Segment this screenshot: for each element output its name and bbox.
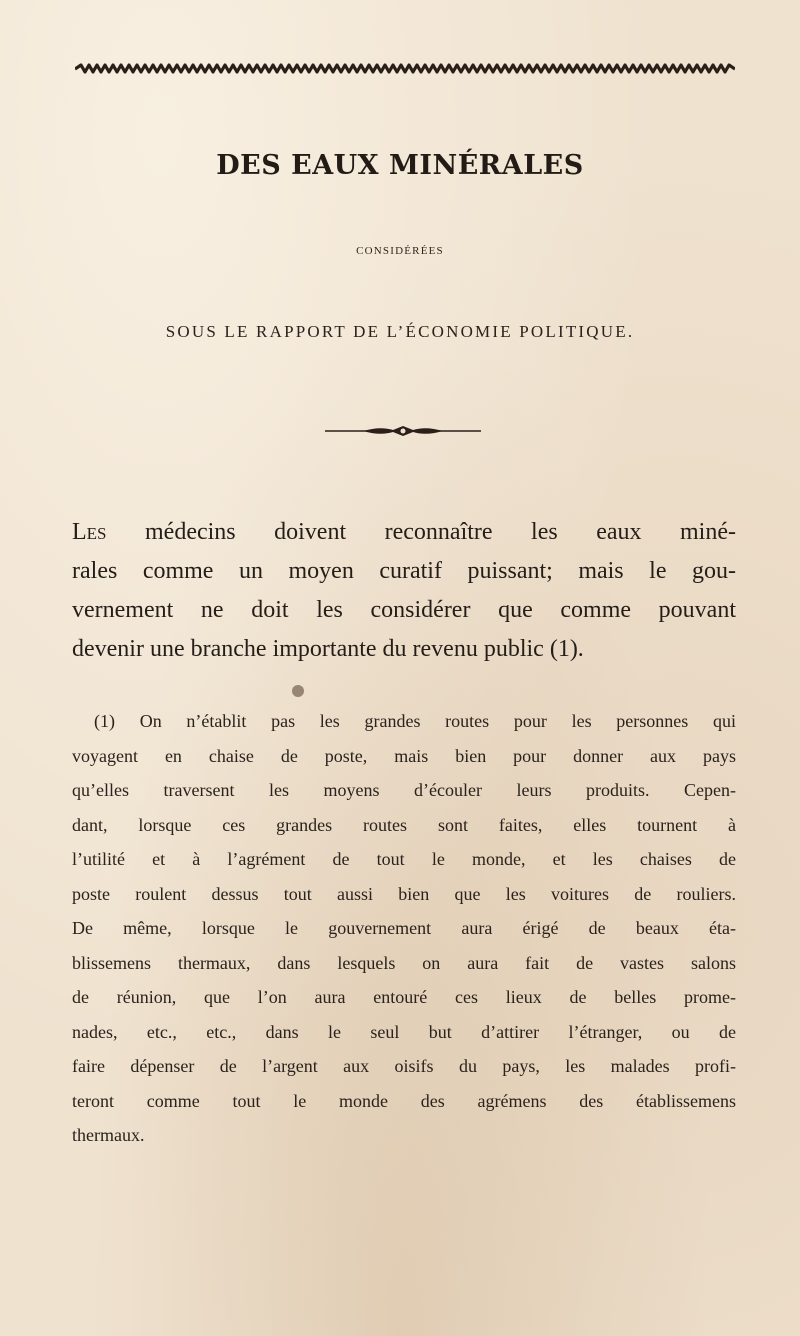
subtitle-considerees: CONSIDÉRÉES — [356, 245, 444, 257]
main-line: rales comme un moyen curatif puissant; mais le gou- — [72, 558, 736, 584]
footnote-line: qu’elles traversent les moyens d’écouler leurs produits. Cepen- — [72, 780, 736, 800]
footnote-line: nades, etc., etc., dans le seul but d’attirer l’étranger, ou de — [72, 1021, 736, 1042]
footnote-line: voyagent en chaise de poste, mais bien pour donner aux pays — [72, 745, 736, 766]
footnote-line: blissemens thermaux, dans lesquels on aura fait de vastes salons — [72, 952, 736, 973]
footnote-line: poste roulent dessus tout aussi bien que les voitures de rouliers. — [72, 883, 736, 904]
main-line: devenir une branche importante du revenu public (1). — [72, 636, 584, 662]
footnote-line: faire dépenser de l’argent aux oisifs du pays, les malades profi- — [72, 1056, 736, 1076]
footnote-line: thermaux. — [72, 1125, 145, 1145]
page-title: DES EAUX MINÉRALES — [216, 150, 584, 181]
footnote — [72, 704, 736, 1153]
ornament-divider — [325, 424, 481, 438]
decorative-top-rule — [75, 62, 735, 76]
ink-blot — [292, 685, 304, 697]
main-line: vernement ne doit les considérer que comme pouvant — [72, 597, 736, 623]
main-paragraph — [72, 513, 736, 669]
footnote-line: de réunion, que l’on aura entouré ces lieux de belles prome- — [72, 987, 736, 1007]
subtitle-rapport: SOUS LE RAPPORT DE L’ÉCONOMIE POLITIQUE. — [165, 322, 635, 341]
footnote-line: teront comme tout le monde des agrémens des établissemens — [72, 1090, 736, 1111]
main-line: Les médecins doivent reconnaître les eaux miné- — [72, 519, 736, 545]
footnote-line: De même, lorsque le gouvernement aura érigé de beaux éta- — [72, 918, 736, 938]
footnote-line: dant, lorsque ces grandes routes sont faites, elles tournent à — [72, 814, 736, 835]
first-word: Les — [72, 519, 107, 545]
footnote-line: l’utilité et à l’agrément de tout le monde, et les chaises de — [72, 849, 736, 869]
footnote-line: (1) On n’établit pas les grandes routes pour les personnes qui — [94, 711, 736, 731]
